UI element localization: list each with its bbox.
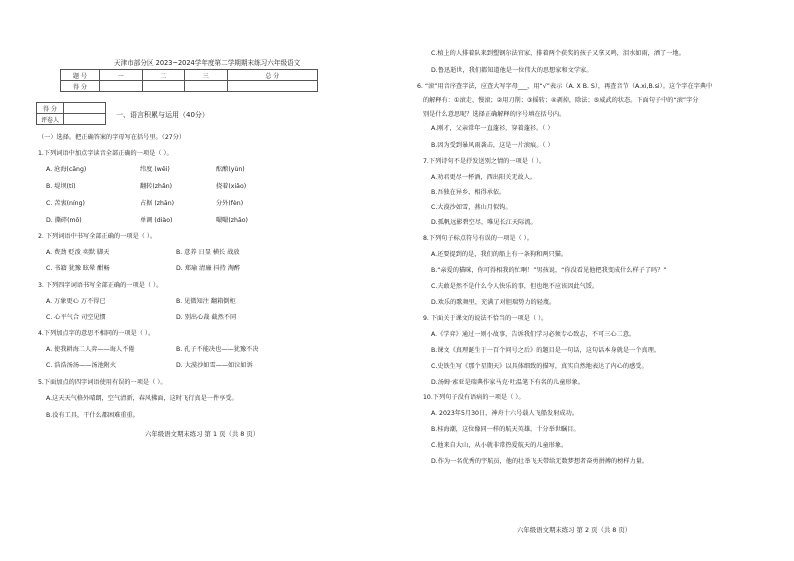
- q1-option: D. 撕碎(mō): [46, 217, 82, 224]
- q3-option: D. 别出心裁 截然不同: [176, 314, 237, 321]
- grader-label: 评卷人: [37, 114, 64, 125]
- q1-option: 翻转(zhǎn): [140, 183, 173, 190]
- q9-stem: 9. 下面关于课文的说法不恰当的一项是（ ）。: [423, 315, 548, 322]
- score-cell: [185, 81, 228, 92]
- q3-option: B. 见微知注 翻箱倒柜: [176, 298, 236, 305]
- q8-option: C.夫敢是然不是什么令人快乐的事，但也绝不应该因此气馁。: [431, 283, 599, 290]
- q10-option: A. 2023年5月30日，神舟十六号载人飞船发射成功。: [431, 410, 578, 417]
- q7-option: B.吾独在异乡，相得承依。: [431, 189, 506, 196]
- q7-option: D.孤帆远影碧空尽，唯见长江天际流。: [431, 219, 537, 226]
- grader-box: [36, 102, 106, 125]
- q3-option: C. 心平气合 司空见惯: [46, 314, 106, 321]
- q9-option: A.《学弈》通过一则小故事，告诉我们学习必须专心致志，不可三心二意。: [431, 331, 636, 338]
- q5-option-d: D.鲁迅逝世，我们都知道他是一位伟大的思想家和文学家。: [431, 67, 593, 74]
- score-cell: [227, 81, 317, 92]
- q4-stem: 4.下列加点字的意思不相同的一项是（ ）。: [38, 330, 155, 337]
- q5-option-c: C.植上的人排着队来到塑钢尔法官家，排着两个获奖的孩子又拿又鸣，泪水如雨，洒了一地。: [431, 50, 685, 57]
- q2-option: B. 意养 日显 横长 战放: [176, 249, 240, 256]
- q4-option: B. 孔子不能决也——犹豫不决: [176, 346, 259, 353]
- q7-option: A.劝君更尽一杯酒，西出阳关无故人。: [431, 174, 537, 181]
- q1-option: 挠着(xiǎo): [216, 183, 247, 190]
- grader-score-cell: [64, 103, 106, 114]
- q1-option: B. 堤坝(tí): [46, 183, 76, 190]
- score-table: [60, 69, 318, 92]
- section-title: 一、语言积累与运用（40分）: [116, 111, 209, 119]
- exam-title: 天津市部分区 2023~2024学年度第二学期期末练习六年级语文: [114, 59, 301, 67]
- page-footer: 六年级语文期末练习 第 1 页（共 8 页）: [145, 430, 260, 438]
- q1-stem: 1.下列词语中加点字读音全部正确的一项是（ ）。: [38, 150, 173, 157]
- q10-option: C.他来自大山，从小就非常热爱航天的儿童形象。: [431, 442, 568, 449]
- q2-stem: 2. 下列词语中书写全部正确的一项是（ ）。: [38, 233, 157, 240]
- q9-option: C.史铁生写《那个星期天》以具体细致的描写，真实自然地表达了内心的感受。: [431, 363, 648, 370]
- q10-option: B.桂海潮，这位像同一样的航天英雄，十分举世瞩目。: [431, 426, 580, 433]
- q5-stem: 5.下面加点的四字词语使用有误的一项是（ ）。: [38, 379, 167, 386]
- q10-option: D.作为一名优秀的宇航员，他的壮举飞天带给无数梦想者奋勇拼搏的榜样力量。: [431, 458, 649, 465]
- q1-option: A. 沧海(cāng): [46, 166, 87, 173]
- q1-option: 单调 (diào): [140, 217, 173, 224]
- score-cell: [100, 81, 143, 92]
- q4-option: C. 浩浩汤汤——汤池附火: [46, 362, 117, 369]
- score-header-total: 总 分: [227, 70, 317, 81]
- q6-stem-cont: 的解释有：①滚走、慢滚；②用刀削；③摇转；④剥掉，除法；⑤威武的状态。下面句子中的“滚”字分: [423, 97, 699, 104]
- score-header-3: 三: [185, 70, 228, 81]
- score-header-1: 一: [100, 70, 143, 81]
- q6-option: B.因为受到暴风雨袭击，这是一片滚痕。（ ）: [431, 142, 554, 149]
- q6-option: A.刚才，父亲常年一直蓬衫，穿着蓬衫。（ ）: [431, 125, 554, 132]
- q8-option: D.欢乐的歌舞里，充满了对胆瑞势力的轻蔑。: [431, 299, 556, 306]
- part-title: （一）选择。把正确答案的字母写在括号里。（27分）: [38, 134, 186, 141]
- grader-cell: [64, 114, 106, 125]
- q8-stem: 8.下列句子标点符号有误的一项是（ ）。: [423, 235, 533, 242]
- q3-stem: 3. 下列四字词语书写全部正确的一项是（ ）。: [38, 282, 163, 289]
- q3-option: A. 万象更心 万不得已: [46, 298, 106, 305]
- q6-stem-cont: 别是什么意思呢？选择正确解释的序号填在括号内。: [423, 111, 566, 118]
- q5-option: A.这天天气格外晴朗，空气清新，春风拂面，这时飞行真是一件享受。: [46, 395, 238, 402]
- q4-option: A. 使我耕海二人弈——诲人不倦: [46, 346, 135, 353]
- q10-stem: 10.下列句子没有语病的一项是（ ）。: [423, 394, 525, 401]
- q2-option: D. 郑瑜 清廉 抖持 淘醉: [176, 265, 241, 272]
- q2-option: C. 书籍 犹豫 眩晕 酣畅: [46, 265, 110, 272]
- q1-option: 分外(fèn): [216, 200, 244, 207]
- q1-option: 纬度 (wěi): [140, 166, 170, 173]
- q1-option: 嘬嘬(zhāo): [216, 217, 248, 224]
- q7-option: C.大漠沙如雪，燕山月似钩。: [431, 204, 512, 211]
- grader-score-label: 得 分: [37, 103, 64, 114]
- q9-option: B.课文《真理诞生于一百个问号之后》的题目是一句话，这句话本身就是一个真理。: [431, 347, 660, 354]
- page-footer: 六年级语文期末练习 第 2 页（共 8 页）: [517, 526, 632, 534]
- q4-option: D. 大漠沙如雪——如泣如诉: [176, 362, 253, 369]
- q7-stem: 7.下列诗句不是抒发送别之情的一项是（ ）。: [423, 158, 546, 165]
- q9-option: D.汤姆·索亚是瑞典作家马克·吐温笔下有名的儿童形象。: [431, 379, 584, 386]
- q5-option: B.没有工具，干什么都困难重重。: [46, 412, 139, 419]
- q6-stem: 6. “滚”用音序查字法，应查大写字母___，用“√”表示（A. X B. S），再查音节（A.xi,B.si）。这个字在字典中: [417, 83, 713, 90]
- q8-option: A.还要提到的是，我们的船上有一条狗和两只猫。: [431, 251, 568, 258]
- q8-option: B.“亲爱的猫咪，你可得相我的忙啊！”男孩说，“你没看见他把我变成什么样子了吗？”: [431, 267, 667, 274]
- q1-option: C. 苦衷(níng): [46, 200, 85, 207]
- score-cell: [142, 81, 185, 92]
- q1-option: 占据 (zhān): [140, 200, 175, 207]
- score-row-label: 得 分: [61, 81, 100, 92]
- q2-option: A. 费劲 贬泼 奕默 脚天: [46, 249, 110, 256]
- exam-page-2: [397, 0, 794, 561]
- score-header-number: 题 号: [61, 70, 100, 81]
- q1-option: 酝酿(yùn): [216, 166, 245, 173]
- score-header-2: 二: [142, 70, 185, 81]
